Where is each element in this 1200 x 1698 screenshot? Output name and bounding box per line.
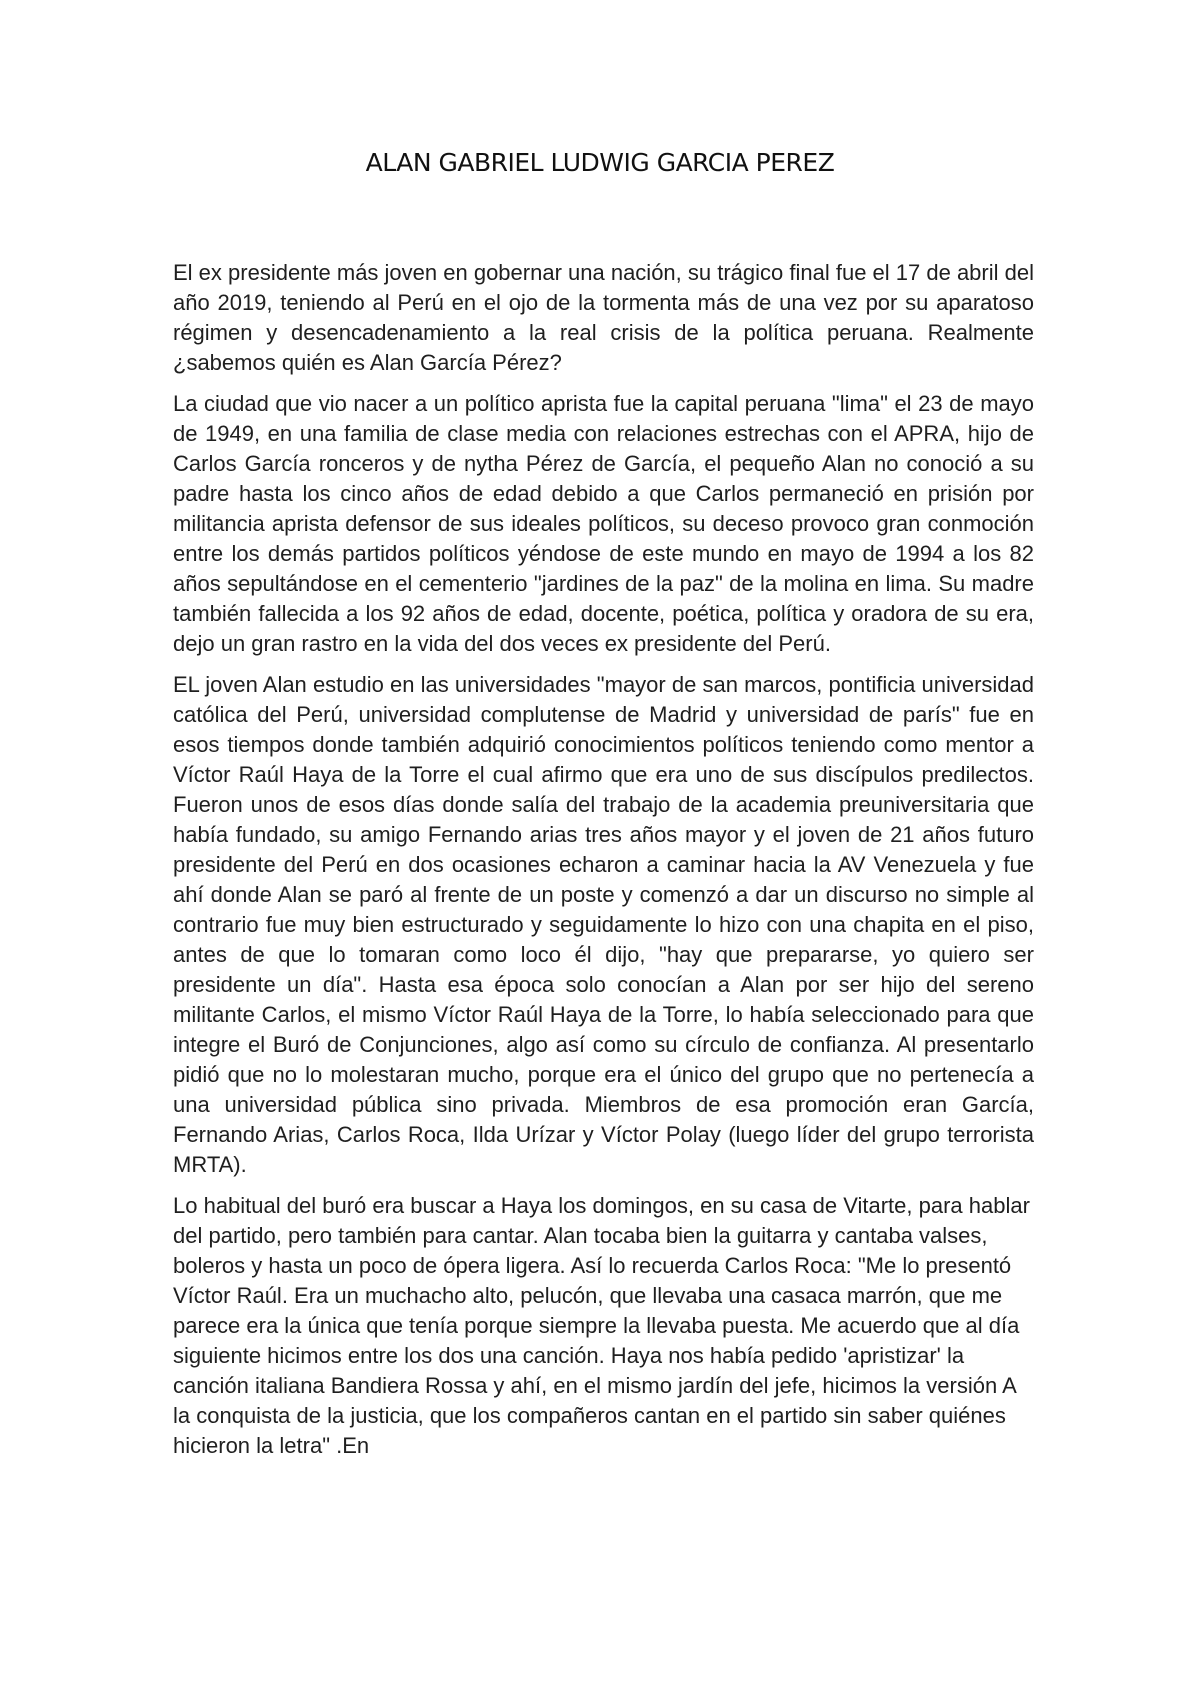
paragraph-buro: Lo habitual del buró era buscar a Haya los domingos, en su casa de Vitarte, para hablar del partido, pero también para cantar. Alan tocaba bien la guitarra y cantaba valses, boleros y hasta un poco de ópera ligera. Así lo recuerda Carlos Roca: "Me lo presentó Víctor Raúl. Era un muchacho alto, pelucón, que llevaba una casaca marrón, que me parece era la única que tenía porque siempre la llevaba puesta. Me acuerdo que al día siguiente hicimos entre los dos una canción. Haya nos había pedido 'apristizar' la canción italiana Bandiera Rossa y ahí, en el mismo jardín del jefe, hicimos la versión A la conquista de la justicia, que los compañeros cantan en el partido sin saber quiénes hicieron la letra" .En — [173, 1193, 1030, 1458]
document-body — [173, 258, 1034, 1472]
paragraph-intro: El ex presidente más joven en gobernar una nación, su trágico final fue el 17 de abril del año 2019, teniendo al Perú en el ojo de la tormenta más de una vez por su aparatoso régimen y desencadenamiento a la real crisis de la política peruana. Realmente ¿sabemos quién es Alan García Pérez? — [173, 260, 1034, 375]
document-title: ALAN GABRIEL LUDWIG GARCIA PEREZ — [365, 148, 835, 177]
paragraph-birth-family: La ciudad que vio nacer a un político aprista fue la capital peruana "lima" el 23 de mayo de 1949, en una familia de clase media con relaciones estrechas con el APRA, hijo de Carlos García ronceros y de nytha Pérez de García, el pequeño Alan no conoció a su padre hasta los cinco años de edad debido a que Carlos permaneció en prisión por militancia aprista defensor de sus ideales políticos, su deceso provoco gran conmoción entre los demás partidos políticos yéndose de este mundo en mayo de 1994 a los 82 años sepultándose en el cementerio "jardines de la paz" de la molina en lima. Su madre también fallecida a los 92 años de edad, docente, poética, política y oradora de su era, dejo un gran rastro en la vida del dos veces ex presidente del Perú. — [173, 391, 1034, 656]
paragraph-studies: EL joven Alan estudio en las universidades "mayor de san marcos, pontificia universidad católica del Perú, universidad complutense de Madrid y universidad de parís" fue en esos tiempos donde también adquirió conocimientos políticos teniendo como mentor a Víctor Raúl Haya de la Torre el cual afirmo que era uno de sus discípulos predilectos. Fueron unos de esos días donde salía del trabajo de la academia preuniversitaria que había fundado, su amigo Fernando arias tres años mayor y el joven de 21 años futuro presidente del Perú en dos ocasiones echaron a caminar hacia la AV Venezuela y fue ahí donde Alan se paró al frente de un poste y comenzó a dar un discurso no simple al contrario fue muy bien estructurado y seguidamente lo hizo con una chapita en el piso, antes de que lo tomaran como loco él dijo, "hay que prepararse, yo quiero ser presidente un día". Hasta esa época solo conocían a Alan por ser hijo del sereno militante Carlos, el mismo Víctor Raúl Haya de la Torre, lo había seleccionado para que integre el Buró de Conjunciones, algo así como su círculo de confianza. Al presentarlo pidió que no lo molestaran mucho, porque era el único del grupo que no pertenecía a una universidad pública sino privada. Miembros de esa promoción eran García, Fernando Arias, Carlos Roca, Ilda Urízar y Víctor Polay (luego líder del grupo terrorista MRTA). — [173, 672, 1034, 1177]
